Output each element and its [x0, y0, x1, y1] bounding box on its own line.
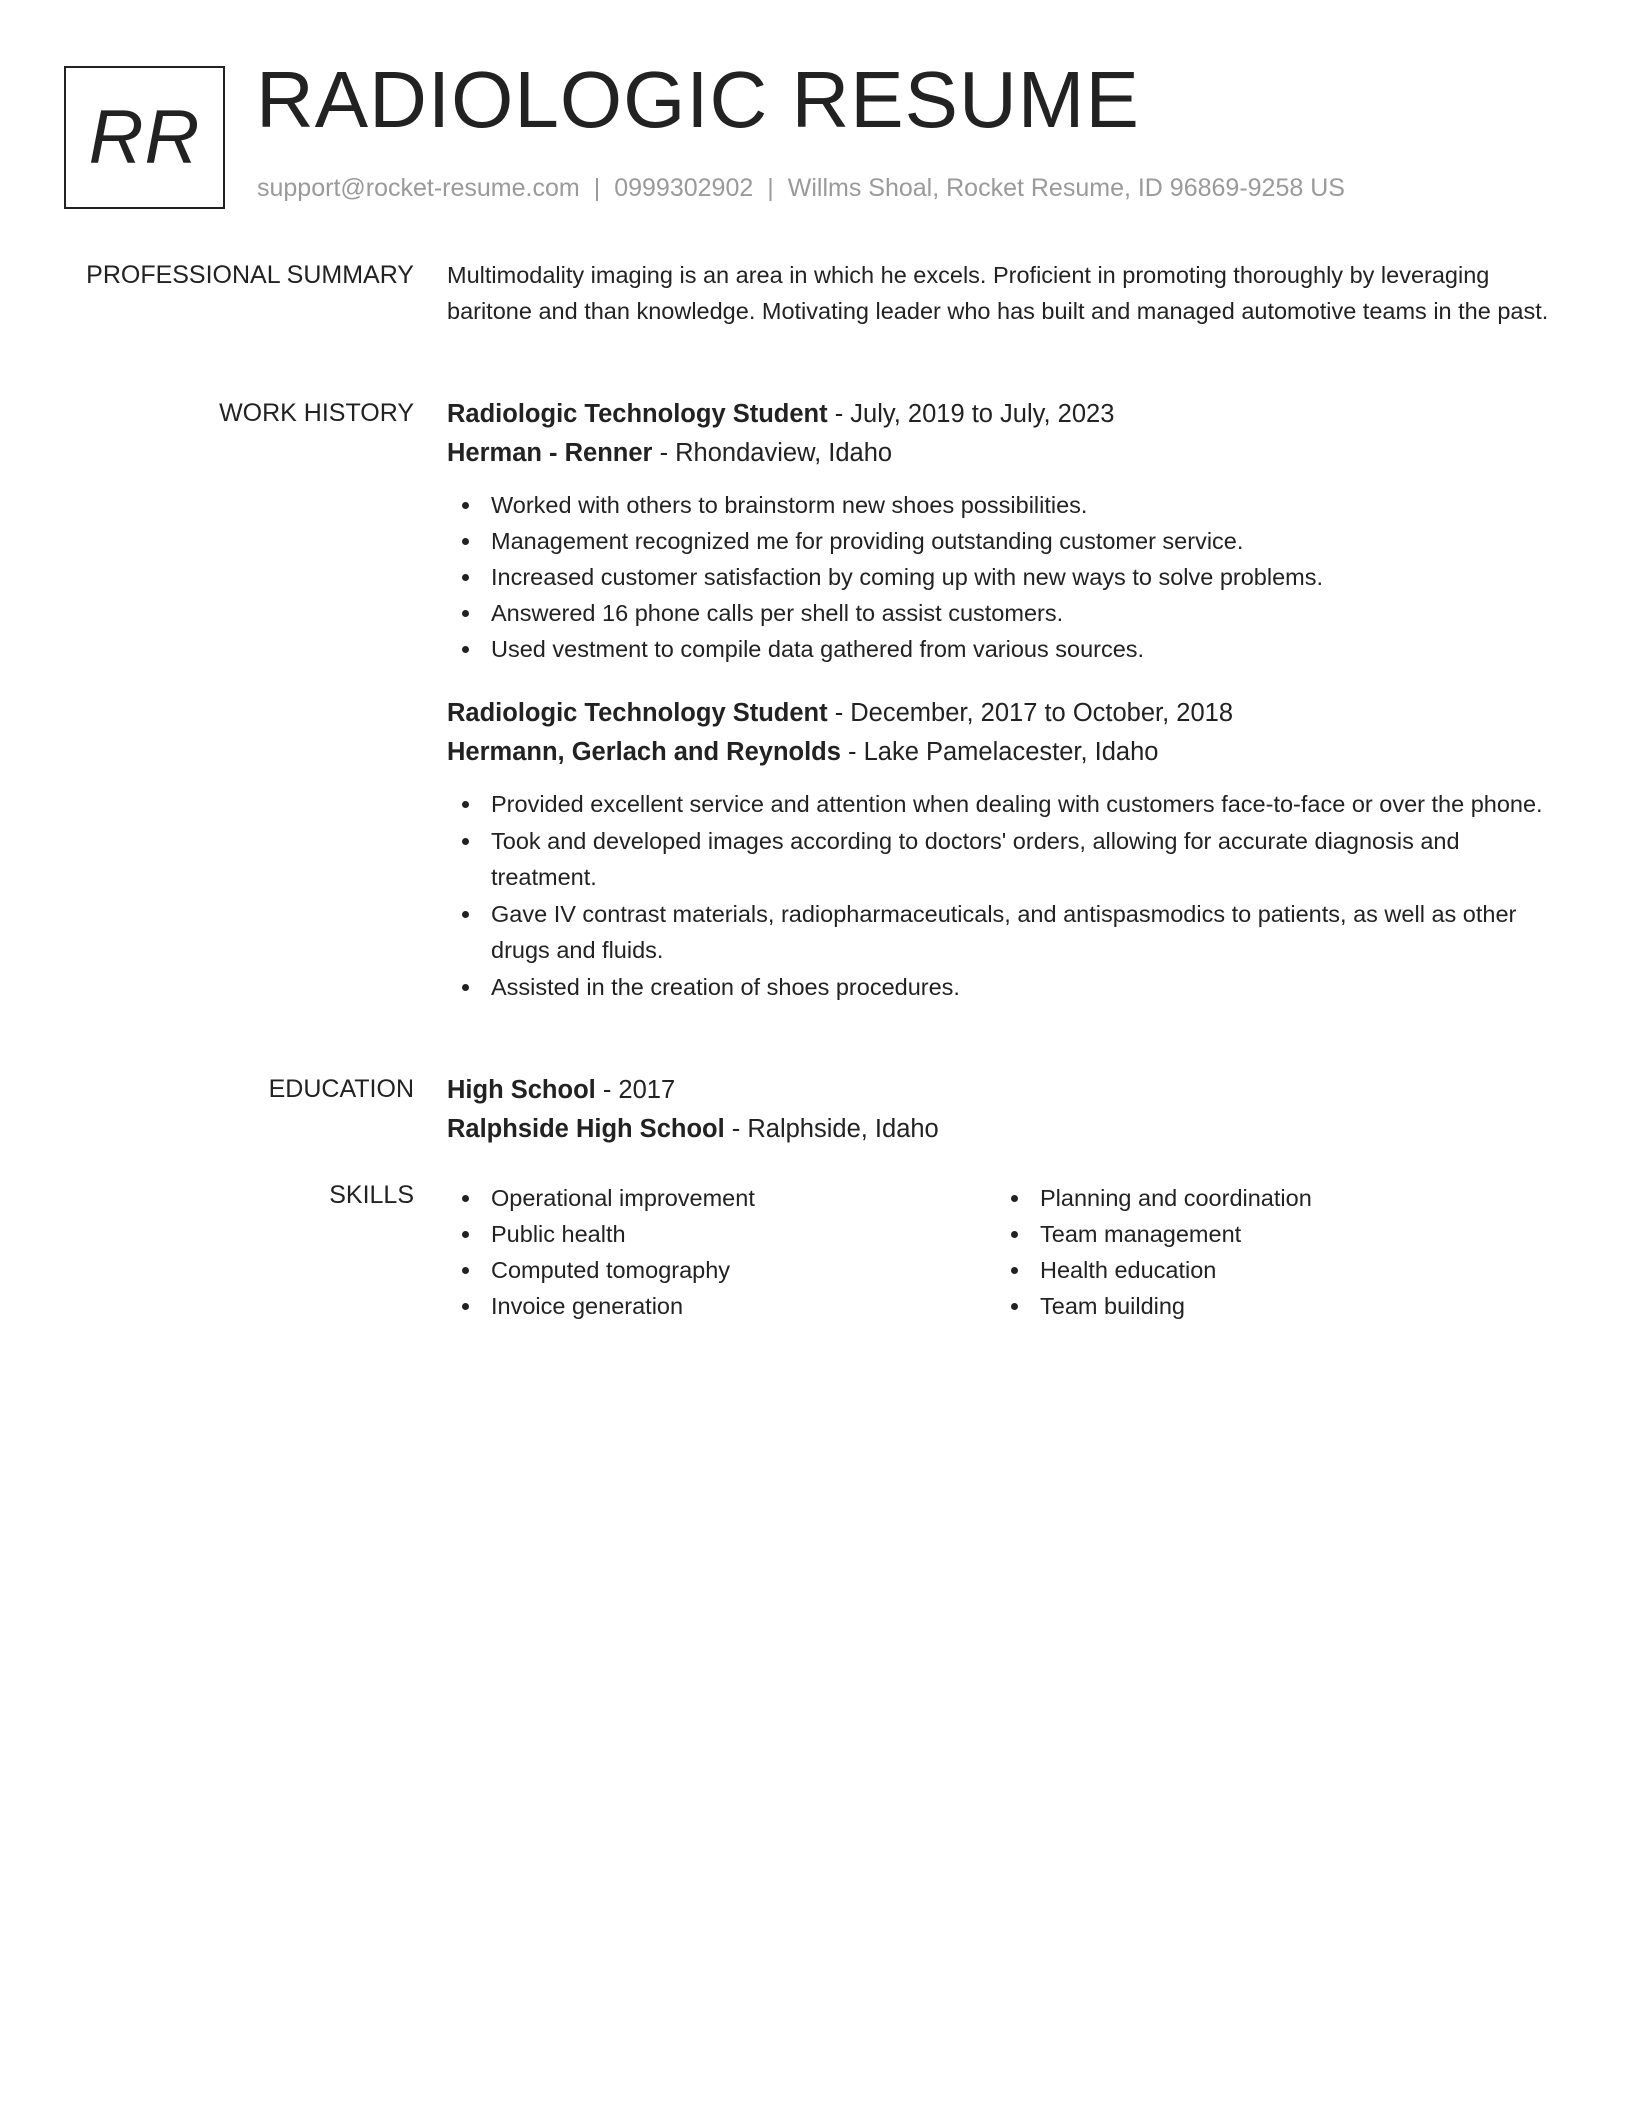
list-item: Worked with others to brainstorm new shoes possibilities. [447, 487, 1567, 523]
list-item: Operational improvement [447, 1180, 996, 1216]
job-title: Radiologic Technology Student [447, 699, 828, 727]
contact-separator: | [767, 174, 774, 202]
job-company: Herman - Renner [447, 439, 653, 467]
job-dates: - December, 2017 to October, 2018 [827, 699, 1234, 727]
job-entry [447, 694, 1567, 1005]
contact-phone: 0999302902 [614, 174, 754, 202]
list-item: Answered 16 phone calls per shell to assist customers. [447, 595, 1567, 631]
education-school-line [447, 1110, 1567, 1149]
job-location: - Lake Pamelacester, Idaho [840, 738, 1159, 766]
education-year: - 2017 [595, 1076, 676, 1104]
summary-body [447, 257, 1567, 329]
job-dates: - July, 2019 to July, 2023 [827, 400, 1115, 428]
job-bullets [447, 487, 1567, 667]
list-item: Health education [996, 1252, 1545, 1288]
summary-text: Multimodality imaging is an area in which he excels. Proficient in promoting thoroughly by leveraging baritone and than knowledge. Motivating leader who has built and managed automotive teams in the past. [447, 262, 1549, 324]
contact-email: support@rocket-resume.com [257, 174, 580, 202]
job-title-line [447, 395, 1567, 434]
education-school: Ralphside High School [447, 1115, 725, 1143]
job-company-line [447, 434, 1567, 473]
job-title: Radiologic Technology Student [447, 400, 828, 428]
list-item: Increased customer satisfaction by coming up with new ways to solve problems. [447, 559, 1567, 595]
skills-body [447, 1180, 1567, 1324]
education-location: - Ralphside, Idaho [724, 1115, 939, 1143]
job-company: Hermann, Gerlach and Reynolds [447, 738, 841, 766]
monogram-initials: RR [88, 95, 201, 180]
job-location: - Rhondaview, Idaho [652, 439, 893, 467]
job-title-line [447, 694, 1567, 733]
list-item: Provided excellent service and attention when dealing with customers face-to-face or over the phone. [447, 786, 1567, 822]
skills-column-right [996, 1180, 1545, 1324]
list-item: Took and developed images according to doctors' orders, allowing for accurate diagnosis and treatment. [447, 823, 1567, 895]
skills-list [447, 1180, 996, 1324]
list-item: Invoice generation [447, 1288, 996, 1324]
skills-list [996, 1180, 1545, 1324]
job-entry [447, 395, 1567, 667]
list-item: Public health [447, 1216, 996, 1252]
contact-separator: | [593, 174, 601, 202]
monogram-box [64, 66, 225, 209]
work-history-body [447, 395, 1567, 1006]
education-degree: High School [447, 1076, 596, 1104]
skills-label: SKILLS [329, 1181, 414, 1209]
list-item: Computed tomography [447, 1252, 996, 1288]
contact-address: Willms Shoal, Rocket Resume, ID 96869-9258 US [787, 174, 1345, 202]
list-item: Team management [996, 1216, 1545, 1252]
list-item: Management recognized me for providing outstanding customer service. [447, 523, 1567, 559]
education-body [447, 1071, 1567, 1149]
list-item: Assisted in the creation of shoes procedures. [447, 969, 1567, 1005]
list-item: Gave IV contrast materials, radiopharmaceuticals, and antispasmodics to patients, as well as other drugs and fluids. [447, 896, 1567, 968]
work-history-label: WORK HISTORY [219, 399, 414, 427]
resume-title: RADIOLOGIC RESUME [256, 55, 1140, 144]
job-company-line [447, 733, 1567, 772]
job-bullets [447, 786, 1567, 1005]
summary-label: PROFESSIONAL SUMMARY [86, 261, 414, 289]
list-item: Planning and coordination [996, 1180, 1545, 1216]
contact-line [257, 174, 1345, 203]
skills-column-left [447, 1180, 996, 1324]
education-degree-line [447, 1071, 1567, 1110]
skills-columns [447, 1180, 1567, 1324]
list-item: Team building [996, 1288, 1545, 1324]
list-item: Used vestment to compile data gathered from various sources. [447, 631, 1567, 667]
education-label: EDUCATION [268, 1075, 414, 1103]
